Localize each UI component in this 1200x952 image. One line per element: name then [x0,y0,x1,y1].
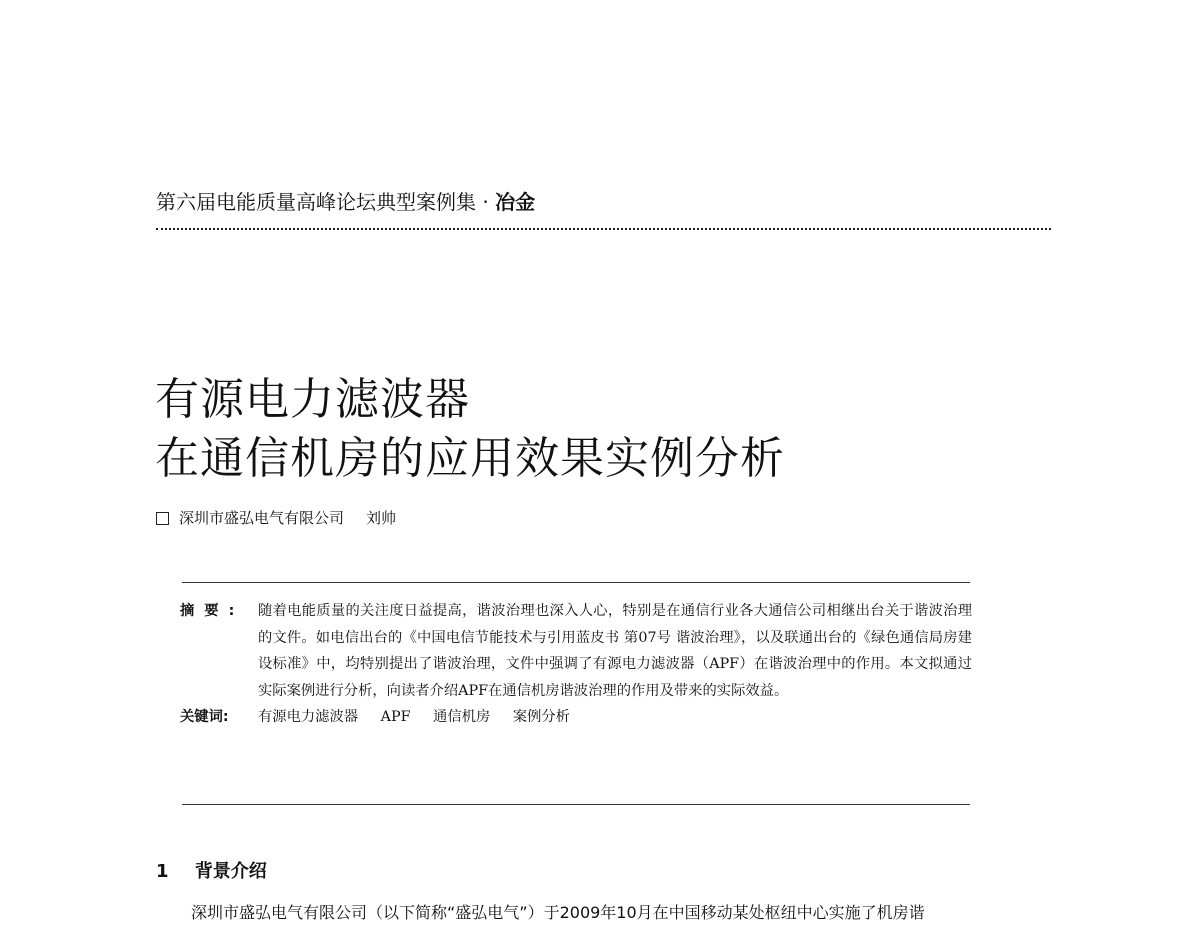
title-line-2: 在通信机房的应用效果实例分析 [155,433,785,484]
byline [156,508,396,528]
keywords-row [180,704,972,731]
abstract-text: 随着电能质量的关注度日益提高，谐波治理也深入人心，特别是在通信行业各大通信公司相继出台关于谐波治理的文件。如电信出台的《中国电信节能技术与引用蓝皮书 第07号 谐波治理》，以及联通出台的《绿色通信局房建设标准》中，均特别提出了谐波治理，文件中强调了有源电力滤波器（APF）在谐波治理中的作用。本文拟通过实际案例进行分析，向读者介绍APF在通信机房谐波治理的作用及带来的实际效益。 [258,603,972,699]
running-header-section: 冶金 [495,190,536,214]
keyword-item: 有源电力滤波器 [258,709,359,725]
square-bullet-icon [156,512,169,525]
running-header-separator: · [482,190,489,214]
running-header [156,190,1051,214]
author-name: 刘帅 [366,509,397,527]
header-dotted-rule [156,228,1051,230]
abstract-row [180,598,972,704]
abstract-label: 摘要: [180,603,245,619]
keywords-label: 关键词: [180,709,229,725]
keyword-item: 案例分析 [512,709,570,725]
keyword-item: 通信机房 [433,709,491,725]
abstract-top-rule [182,582,970,583]
body-paragraph: 深圳市盛弘电气有限公司（以下简称“盛弘电气”）于2009年10月在中国移动某处枢纽中心实施了机房谐 [191,903,925,922]
affiliation: 深圳市盛弘电气有限公司 [179,509,345,527]
keyword-item: APF [380,709,411,725]
section-heading [156,861,267,883]
abstract-bottom-rule [182,804,970,805]
keywords-list [258,704,972,731]
title-line-1: 有源电力滤波器 [155,374,470,425]
running-header-title: 第六届电能质量高峰论坛典型案例集 [156,190,476,214]
section-title: 背景介绍 [194,861,267,882]
section-number: 1 [156,861,169,882]
paper-title [155,370,785,488]
abstract-block [180,598,972,731]
